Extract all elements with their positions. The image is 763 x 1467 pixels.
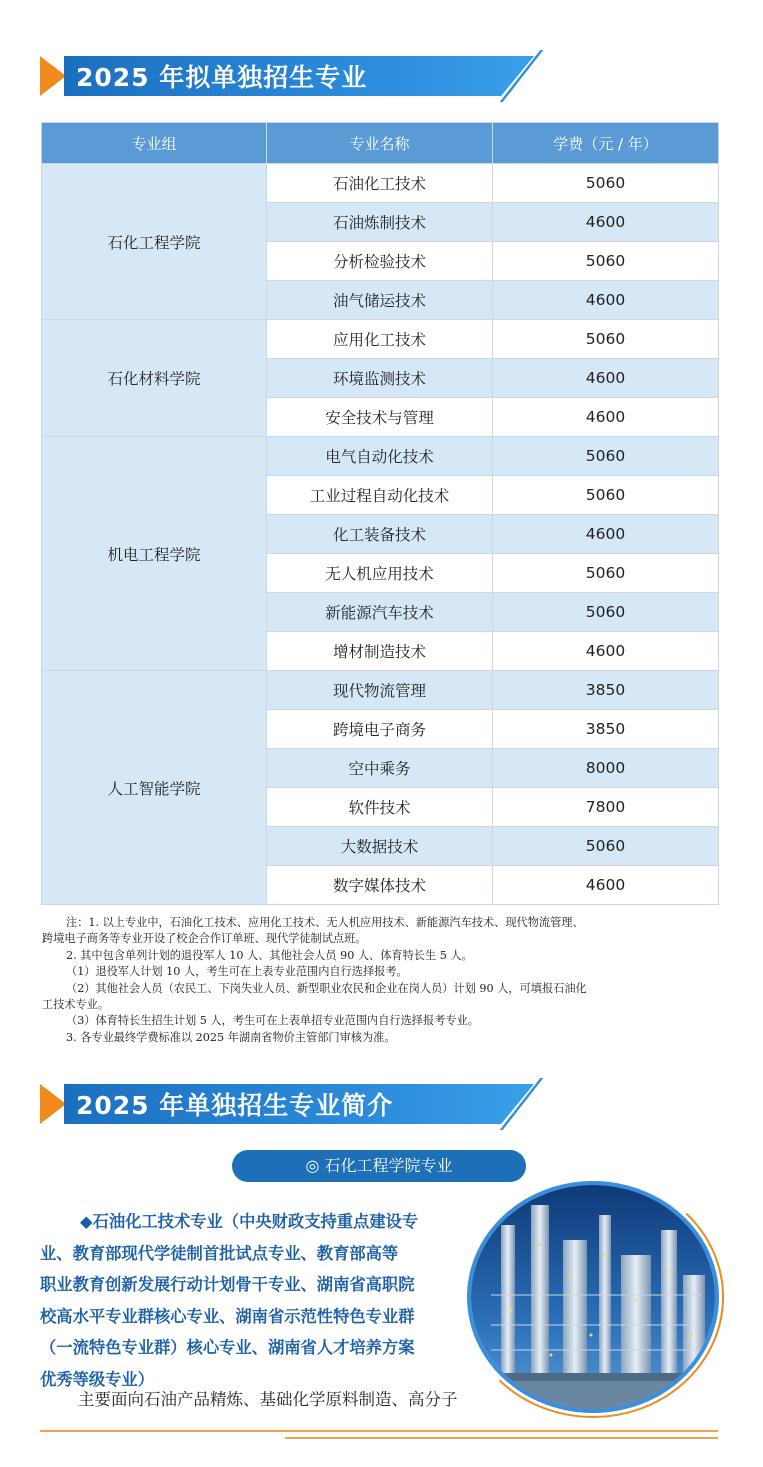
major-cell: 石油炼制技术 [267, 203, 493, 242]
major-cell: 增材制造技术 [267, 632, 493, 671]
note-2-3: （3）体育特长生招生计划 5 人，考生可在上表单招专业范围内自行选择报考专业。 [66, 1014, 479, 1028]
major-cell: 电气自动化技术 [267, 437, 493, 476]
note-1a: 注：1. 以上专业中，石油化工技术、应用化工技术、无人机应用技术、新能源汽车技术、现代物流管理、 [66, 916, 584, 929]
fee-cell: 3850 [493, 671, 719, 710]
major-cell: 工业过程自动化技术 [267, 476, 493, 515]
section-title: 2025 年单独招生专业简介 [76, 1091, 394, 1120]
major-cell: 安全技术与管理 [267, 398, 493, 437]
fee-cell: 4600 [493, 203, 719, 242]
intro-line: 业、教育部现代学徒制首批试点专业、教育部高等 [40, 1243, 399, 1263]
major-intro [40, 1206, 470, 1395]
majors-table [41, 122, 719, 905]
banner-arrow-icon [40, 56, 66, 96]
intro-line [40, 1206, 470, 1238]
major-cell: 应用化工技术 [267, 320, 493, 359]
fee-cell: 5060 [493, 164, 719, 203]
major-cell: 大数据技术 [267, 827, 493, 866]
major-cell: 分析检验技术 [267, 242, 493, 281]
section-banner-1 [40, 56, 540, 96]
major-cell: 跨境电子商务 [267, 710, 493, 749]
note-2-1: （1）退役军人计划 10 人，考生可在上表专业范围内自行选择报考。 [66, 965, 408, 979]
note-2: 2. 其中包含单列计划的退役军人 10 人、其他社会人员 90 人、体育特长生 5 人。 [66, 948, 473, 962]
fee-cell: 5060 [493, 437, 719, 476]
fee-cell: 4600 [493, 398, 719, 437]
note-2-2a: （2）其他社会人员（农民工、下岗失业人员、新型职业农民和企业在岗人员）计划 90 人，可填报石油化 [66, 981, 587, 995]
table-header-row [42, 123, 719, 164]
fee-cell: 4600 [493, 632, 719, 671]
intro-line: 职业教育创新发展行动计划骨干专业、湖南省高职院 [40, 1275, 415, 1294]
notes-block [42, 915, 724, 1046]
header-major: 专业名称 [267, 123, 493, 164]
major-cell: 软件技术 [267, 788, 493, 827]
table-row [42, 437, 719, 476]
group-cell: 石化材料学院 [42, 320, 267, 437]
diamond-icon: ◆ [80, 1212, 93, 1231]
fee-cell: 5060 [493, 242, 719, 281]
fee-cell: 5060 [493, 827, 719, 866]
intro-body: 主要面向石油产品精炼、基础化学原料制造、高分子 [78, 1390, 458, 1409]
note-1b: 跨境电子商务等专业开设了校企合作订单班、现代学徒制试点班。 [42, 932, 367, 946]
major-cell: 油气储运技术 [267, 281, 493, 320]
major-cell: 新能源汽车技术 [267, 593, 493, 632]
fee-cell: 4600 [493, 866, 719, 905]
fee-cell: 5060 [493, 593, 719, 632]
section-title: 2025 年拟单独招生专业 [76, 63, 368, 92]
intro-line-text: 石油化工技术专业（中央财政支持重点建设专 [92, 1212, 419, 1231]
major-cell: 数字媒体技术 [267, 866, 493, 905]
table-row [42, 671, 719, 710]
section-banner-2 [40, 1084, 540, 1124]
note-2-2b: 工技术专业。 [42, 998, 110, 1012]
fee-cell: 4600 [493, 281, 719, 320]
major-cell: 化工装备技术 [267, 515, 493, 554]
divider-line [285, 1437, 718, 1439]
divider-line [40, 1430, 718, 1432]
header-fee: 学费（元 / 年） [493, 123, 719, 164]
banner-arrow-icon [40, 1084, 66, 1124]
group-cell: 石化工程学院 [42, 164, 267, 320]
major-cell: 空中乘务 [267, 749, 493, 788]
fee-cell: 4600 [493, 515, 719, 554]
fee-cell: 7800 [493, 788, 719, 827]
intro-line: （一流特色专业群）核心专业、湖南省人才培养方案 [40, 1338, 415, 1357]
fee-cell: 5060 [493, 554, 719, 593]
refinery-image [467, 1181, 719, 1413]
header-group: 专业组 [42, 123, 267, 164]
fee-cell: 5060 [493, 476, 719, 515]
fee-cell: 3850 [493, 710, 719, 749]
major-cell: 环境监测技术 [267, 359, 493, 398]
table-row [42, 320, 719, 359]
group-cell: 人工智能学院 [42, 671, 267, 905]
major-cell: 无人机应用技术 [267, 554, 493, 593]
major-cell: 石油化工技术 [267, 164, 493, 203]
note-3: 3. 各专业最终学费标准以 2025 年湖南省物价主管部门审核为准。 [66, 1030, 396, 1044]
fee-cell: 8000 [493, 749, 719, 788]
fee-cell: 4600 [493, 359, 719, 398]
table-row [42, 164, 719, 203]
fee-cell: 5060 [493, 320, 719, 359]
intro-line: 校高水平专业群核心专业、湖南省示范性特色专业群 [40, 1306, 415, 1326]
group-cell: 机电工程学院 [42, 437, 267, 671]
college-pill: ◎ 石化工程学院专业 [232, 1150, 526, 1182]
major-cell: 现代物流管理 [267, 671, 493, 710]
intro-line: 优秀等级专业） [40, 1369, 154, 1389]
